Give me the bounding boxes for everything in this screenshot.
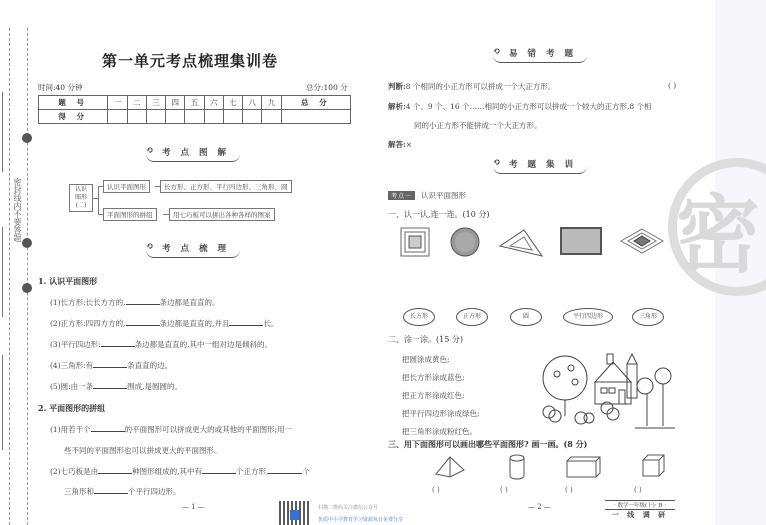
framed-square-picture-icon[interactable] — [400, 227, 430, 257]
oval-parallelogram[interactable]: 平行四边形 — [563, 308, 613, 326]
oval-rectangle[interactable]: 长方形 — [403, 308, 435, 326]
answer-value: × — [405, 140, 413, 149]
item-text: 围成,是圆圆的。 — [127, 382, 183, 391]
binding-marker-xian — [22, 283, 32, 293]
score-header-cell: 九 — [262, 96, 281, 110]
answer-blank[interactable] — [94, 486, 128, 494]
banner-diagram: ⟲ 考点图解 — [146, 146, 240, 162]
item-text: 条边都是直直的,并且 — [159, 319, 230, 328]
page-number-2: — 2 — — [528, 503, 551, 511]
score-cell[interactable] — [204, 110, 223, 124]
blackboard-rectangle-icon[interactable] — [560, 227, 602, 255]
score-table-score-row — [39, 110, 351, 124]
item-text: 个 — [302, 467, 310, 476]
oval-square[interactable]: 正方形 — [456, 308, 488, 326]
color-instruction: 把长方形涂成蓝色; — [402, 373, 465, 382]
score-cell[interactable] — [223, 110, 242, 124]
answer-blank[interactable] — [126, 318, 160, 326]
score-header-cell: 八 — [243, 96, 262, 110]
item-text: 的平面图形可以拼成更大的或其他的平面图形;用一 — [124, 425, 293, 434]
fill-item-4 — [50, 360, 172, 371]
fill-item-5 — [50, 381, 182, 392]
margin-rule — [2, 92, 3, 172]
score-header-cell: 总 分 — [281, 96, 350, 110]
section-heading-1: 1. 认识平面图形 — [38, 276, 98, 286]
score-header-cell: 四 — [166, 96, 185, 110]
binding-dashed-line-inner — [27, 28, 28, 525]
diagram-detail-2: 用七巧板可以拼出各种各样的图案 — [169, 208, 275, 221]
analysis-line-1 — [388, 101, 652, 112]
item-text: (5)圆:由一条 — [50, 382, 94, 391]
fill-item-7-cont — [64, 486, 181, 497]
series-footer — [605, 500, 675, 520]
cylinder-icon — [508, 454, 526, 480]
item-text: (1)用若干个 — [50, 425, 91, 434]
answer-label: 解答: — [388, 140, 406, 149]
score-header-cell: 二 — [127, 96, 146, 110]
q1-heading: 一、认一认,连一连。(10 分) — [388, 210, 490, 219]
binding-marker-zhuang — [22, 133, 32, 143]
diagram-root: 认识图形(二) — [69, 184, 93, 212]
fill-item-2 — [50, 318, 278, 329]
score-header-cell: 六 — [204, 96, 223, 110]
answer-blank[interactable] — [101, 339, 135, 347]
item-text: (2)七巧板是由 — [50, 467, 99, 476]
score-row-label: 得 分 — [39, 110, 108, 124]
diagram-detail-1: 长方形、正方形、平行四边形、三角形、圆 — [160, 180, 292, 193]
coloring-scene-picture[interactable] — [535, 348, 710, 433]
fill-item-6 — [50, 424, 292, 435]
set-square-triangle-icon[interactable] — [498, 228, 544, 258]
judge-label: 判断: — [388, 82, 406, 91]
binding-dashed-line-outer — [9, 28, 10, 525]
item-text: 条边都是直直的,其中一组对边是倾斜的。 — [134, 340, 273, 349]
answer-slot[interactable]: ( ) — [500, 486, 508, 494]
item-text: 条直直的边。 — [127, 361, 173, 370]
analysis-label: 解析: — [388, 102, 406, 111]
margin-rule — [2, 355, 3, 450]
score-header-cell: 题 号 — [39, 96, 108, 110]
score-header-cell: 七 — [223, 96, 242, 110]
color-instruction: 把圆涂成黄色; — [402, 355, 450, 364]
answer-line — [388, 139, 412, 150]
qr-caption: 扫描二维码关注微信公众号 — [318, 505, 379, 511]
page-number-1: — 1 — — [182, 503, 205, 511]
item-text: (3)平行四边形: — [50, 340, 101, 349]
section-heading-2: 2. 平面图形的拼组 — [38, 403, 106, 413]
item-text: 种图形组成的,其中有 — [132, 467, 203, 476]
item-text: (2)正方形:四四方方的, — [50, 319, 126, 328]
answer-blank[interactable] — [202, 466, 236, 474]
qr-logo-icon — [290, 510, 299, 520]
color-instruction: 把正方形涂成红色; — [402, 391, 465, 400]
banner-practice: ⟲ 考题集训 — [493, 158, 587, 174]
diagram-branch-2: 平面图形的拼组 — [103, 208, 157, 221]
answer-blank[interactable] — [93, 360, 127, 368]
oval-circle[interactable]: 圆 — [510, 308, 542, 326]
answer-blank[interactable] — [91, 424, 125, 432]
banner-review: ⟲ 考点梳理 — [146, 242, 240, 258]
diamond-ornament-icon[interactable] — [620, 228, 664, 254]
total-score-label: 总分:100 分 — [306, 83, 348, 92]
answer-blank[interactable] — [268, 466, 302, 474]
judge-question — [388, 81, 555, 92]
score-cell[interactable] — [262, 110, 281, 124]
judge-text: 8 个相同的小正方形可以拼成一个大正方形。 — [405, 82, 556, 91]
analysis-line-2: 同的小正方形不能拼成一个大正方形。 — [414, 121, 542, 130]
score-cell[interactable] — [108, 110, 127, 124]
item-text: 个平行四边形。 — [128, 487, 181, 496]
pyramid-icon — [434, 456, 466, 478]
coin-circle-icon[interactable] — [449, 226, 481, 258]
watermark-char: 密 — [676, 185, 761, 284]
margin-rule — [2, 227, 3, 317]
color-instruction: 把平行四边形涂成绿色; — [402, 409, 480, 418]
item-text: 个正方形, — [236, 467, 269, 476]
fill-item-1 — [50, 297, 220, 308]
topic-badge: 考点一 — [388, 191, 415, 200]
cuboid-icon — [566, 456, 602, 478]
item-text: 三角形和 — [64, 487, 94, 496]
banner-error-prone: ⟲ 易错考题 — [493, 47, 587, 63]
fill-item-7 — [50, 466, 310, 477]
q3-heading: 三、用下面图形可以画出哪些平面图形? 画一画。(8 分) — [388, 439, 588, 449]
cube-icon — [642, 454, 666, 478]
answer-slot[interactable]: ( ) — [432, 486, 440, 494]
color-instruction: 把三角形涂成粉红色。 — [402, 427, 477, 436]
item-text: 条边都是直直的。 — [159, 298, 220, 307]
connector — [98, 186, 99, 214]
item-text: (4)三角形:有 — [50, 361, 94, 370]
score-header-cell: 一 — [108, 96, 127, 110]
promo-link[interactable]: 优质中小学教育学习资源每日免费分享 — [318, 517, 404, 523]
item-text: (1)长方形:长长方方的, — [50, 298, 126, 307]
score-cell[interactable] — [243, 110, 262, 124]
page-title: 第一单元考点梳理集训卷 — [101, 52, 278, 70]
score-cell[interactable] — [146, 110, 165, 124]
item-text: 长。 — [263, 319, 279, 328]
score-header-cell: 五 — [185, 96, 204, 110]
score-cell[interactable] — [127, 110, 146, 124]
answer-blank[interactable] — [93, 381, 127, 389]
topic-header — [388, 190, 466, 201]
answer-blank[interactable] — [126, 297, 160, 305]
answer-slot[interactable]: ( ) — [634, 486, 642, 494]
oval-triangle[interactable]: 三角形 — [632, 308, 664, 326]
diagram-branch-1: 认识平面图形 — [103, 180, 150, 193]
answer-blank[interactable] — [98, 466, 132, 474]
q2-heading: 二、涂一涂。(15 分) — [388, 335, 463, 344]
fill-item-3 — [50, 339, 272, 350]
judge-answer-paren[interactable]: ( ) — [668, 81, 677, 90]
series-label: · 数学一年级(下)· R · — [614, 503, 666, 509]
score-cell[interactable] — [166, 110, 185, 124]
score-cell[interactable] — [185, 110, 204, 124]
answer-blank[interactable] — [229, 318, 263, 326]
answer-slot[interactable]: ( ) — [565, 486, 573, 494]
time-label: 时间:40 分钟 — [38, 83, 83, 92]
score-table — [38, 95, 351, 124]
topic-label: 认识平面图形 — [421, 191, 467, 200]
fill-item-6-cont: 些不同的平面图形也可以拼成更大的平面图形。 — [64, 446, 222, 455]
analysis-text: 4 个、9 个、16 个……相同的小正方形可以拼成一个较大的正方形,8 个相 — [405, 102, 652, 111]
score-header-cell: 三 — [146, 96, 165, 110]
score-table-header-row — [39, 96, 351, 110]
brand-label: 一 线 调 研 — [605, 509, 675, 520]
score-cell[interactable] — [281, 110, 350, 124]
seal-line-notice: 密封线内不要答题 — [13, 178, 22, 242]
